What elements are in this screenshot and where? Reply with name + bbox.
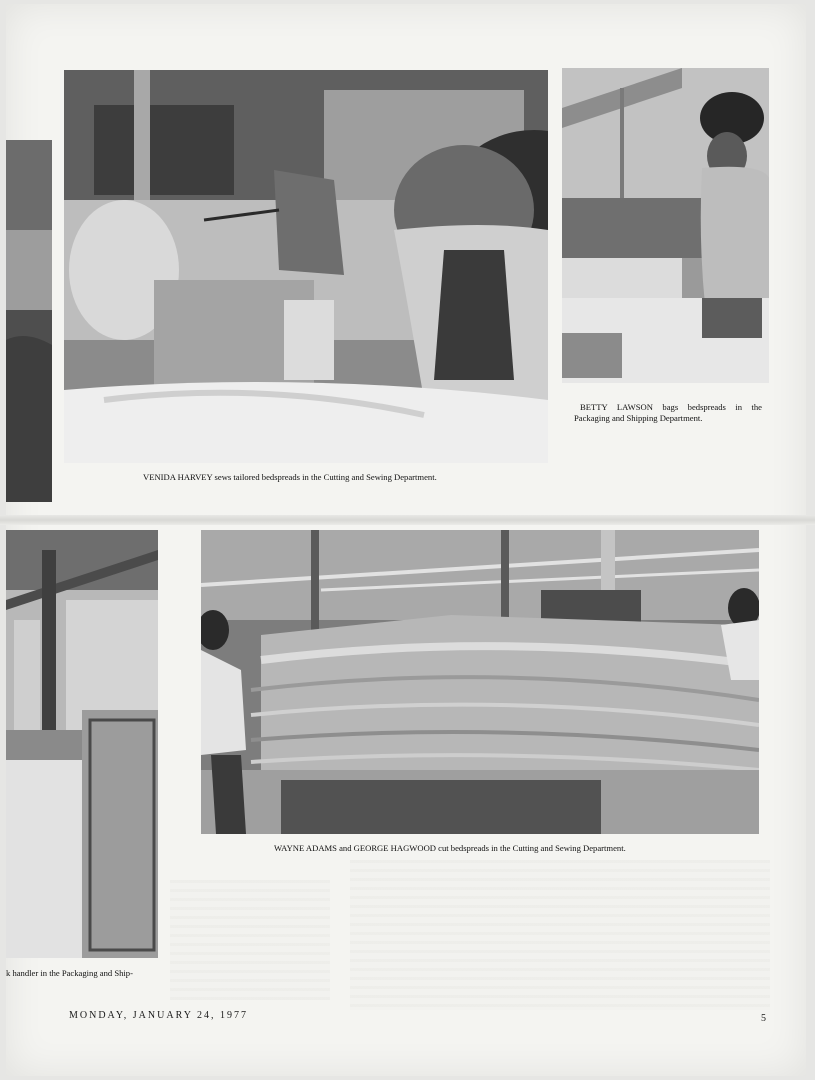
footer-date: MONDAY, JANUARY 24, 1977 [69,1010,249,1021]
bleed-through-text [350,860,770,1010]
photo-venida-harvey-sewing [64,70,548,463]
left-edge-photo-field [6,140,52,502]
caption-venida-harvey: VENIDA HARVEY sews tailored bedspreads in the Cutting and Sewing Department. [143,472,437,482]
page-fold [0,515,815,525]
photo-stock-handler-warehouse [6,530,158,958]
caption-betty-lawson: BETTY LAWSON bags bedspreads in the Packaging and Shipping Department. [574,402,762,423]
caption-wayne-adams-george-hagwood: WAYNE ADAMS and GEORGE HAGWOOD cut bedspreads in the Cutting and Sewing Department. [274,843,626,853]
bleed-through-text [170,880,330,1000]
photo-betty-lawson-bagging [562,68,769,383]
caption-stock-handler-fragment: k handler in the Packaging and Ship- [6,968,133,978]
photo-wayne-adams-george-hagwood-cutting [201,530,759,834]
page-number: 5 [761,1013,766,1024]
